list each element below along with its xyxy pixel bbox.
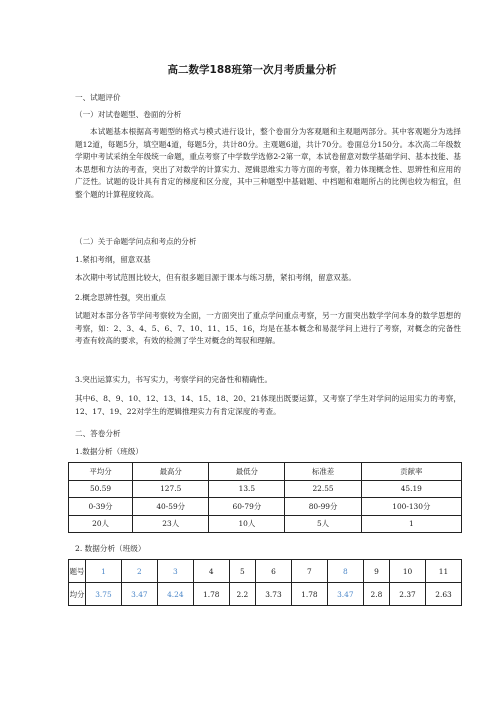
table-cell: 2.63 bbox=[426, 583, 462, 606]
table-cell: 6 bbox=[256, 560, 292, 583]
table-row-label: 题号 bbox=[69, 560, 86, 583]
table-cell: 4.24 bbox=[157, 583, 193, 606]
table-cell: 标准差 bbox=[285, 463, 361, 481]
point-1-heading: 1.紧扣考纲，留意双基 bbox=[75, 255, 151, 264]
point-3-text: 其中6、8、9、10、12、13、14、15、18、20、21体现出既要运算，又考察了学生对学问的运用实力的考察，12、17、19、22对学生的逻辑推理实力有肯定深度的考查。 bbox=[75, 394, 461, 416]
point-2-heading: 2.概念思辨性强，突出重点 bbox=[75, 293, 166, 302]
table-row bbox=[69, 560, 462, 583]
table-cell: 平均分 bbox=[69, 463, 133, 481]
table-cell: 贡献率 bbox=[361, 463, 461, 481]
table-cell: 9 bbox=[363, 560, 389, 583]
section-heading-answer-analysis: 二、答卷分析 bbox=[75, 429, 121, 438]
table-cell: 80-99分 bbox=[285, 498, 361, 516]
table-cell: 127.5 bbox=[133, 480, 209, 498]
table-cell: 3.75 bbox=[86, 583, 122, 606]
table-cell: 5 bbox=[229, 560, 255, 583]
table-cell: 60-79分 bbox=[209, 498, 285, 516]
question-average-table bbox=[68, 559, 462, 606]
table-row bbox=[69, 498, 462, 516]
table-cell: 2.8 bbox=[363, 583, 389, 606]
table-cell: 3 bbox=[157, 560, 193, 583]
table-row bbox=[69, 480, 462, 498]
paper-analysis-paragraph: 本试题基本根据高考题型的格式与模式进行设计，整个卷面分为客观题和主观题两部分。其中客观题分为选择题12道，每题5分，填空题4道，每题5分，共计80分。主观题6道，共计70分。卷面总分150分。本次高二年级数学期中考试采纳全年级统一命题，重点考察了中学数学选修2-2第一章，本试卷留意对数学基础学问、基本技能、基本思想和方法的考查，突出了对数学的计算实力、逻辑思维实力等方面的考察，着力体现概念性、思辨性和应用的广泛性。试题的设计具有肯定的梯度和区分度，其中三种题型中基础题、中档题和难题所占的比例也较为相宜，但整个题的计算程度较高。 bbox=[75, 127, 461, 199]
point-2-text: 试题对本部分各节学问考察较为全面，一方面突出了重点学问重点考察，另一方面突出数学学问本身的数学思想的考察，如：2、3、4、5、6、7、10、11、15、16，均是在基本概念和易混学问上进行了考察，对概念的完备性考查有较高的要求，有效的检测了学生对概念的驾驭和理解。 bbox=[75, 311, 461, 346]
table-cell: 3.47 bbox=[327, 583, 363, 606]
table-cell: 10 bbox=[390, 560, 426, 583]
table-row bbox=[69, 583, 462, 606]
table-cell: 3.47 bbox=[121, 583, 157, 606]
table-cell: 1.78 bbox=[291, 583, 327, 606]
table-cell: 7 bbox=[291, 560, 327, 583]
table-cell: 4 bbox=[193, 560, 229, 583]
point-1-text: 本次期中考试范围比较大，但有很多题目源于课本与练习册，紧扣考纲，留意双基。 bbox=[75, 273, 356, 282]
table-cell: 1 bbox=[361, 515, 461, 533]
table-row bbox=[69, 515, 462, 533]
table-cell: 11 bbox=[426, 560, 462, 583]
subheading-paper-analysis: （一）对试卷题型、卷面的分析 bbox=[75, 110, 182, 119]
table-cell: 10人 bbox=[209, 515, 285, 533]
table-cell: 3.73 bbox=[256, 583, 292, 606]
subheading-knowledge-analysis: （二）关于命题学问点和考点的分析 bbox=[75, 237, 197, 246]
table-cell: 最高分 bbox=[133, 463, 209, 481]
table-cell: 22.55 bbox=[285, 480, 361, 498]
table-cell: 1 bbox=[86, 560, 122, 583]
table-2-caption: 2. 数据分析（班级） bbox=[75, 544, 146, 553]
table-cell: 2.2 bbox=[229, 583, 255, 606]
point-3-heading: 3.突出运算实力，书写实力，考察学问的完备性和精确性。 bbox=[75, 375, 273, 384]
table-cell: 0-39分 bbox=[69, 498, 133, 516]
table-cell: 2.37 bbox=[390, 583, 426, 606]
table-cell: 13.5 bbox=[209, 480, 285, 498]
table-cell: 100-130分 bbox=[361, 498, 461, 516]
table-1-caption: 1.数据分析（班级） bbox=[75, 447, 143, 456]
table-cell: 2 bbox=[121, 560, 157, 583]
table-cell: 40-59分 bbox=[133, 498, 209, 516]
table-cell: 8 bbox=[327, 560, 363, 583]
table-cell: 最低分 bbox=[209, 463, 285, 481]
score-stats-table bbox=[68, 462, 462, 533]
table-cell: 20人 bbox=[69, 515, 133, 533]
table-cell: 23人 bbox=[133, 515, 209, 533]
table-cell: 50.59 bbox=[69, 480, 133, 498]
table-cell: 45.19 bbox=[361, 480, 461, 498]
document-title: 高二数学188班第一次月考质量分析 bbox=[167, 64, 337, 76]
section-heading-evaluation: 一、试题评价 bbox=[75, 93, 121, 102]
table-row bbox=[69, 463, 462, 481]
table-cell: 1.78 bbox=[193, 583, 229, 606]
table-cell: 5人 bbox=[285, 515, 361, 533]
table-row-label: 均分 bbox=[69, 583, 86, 606]
